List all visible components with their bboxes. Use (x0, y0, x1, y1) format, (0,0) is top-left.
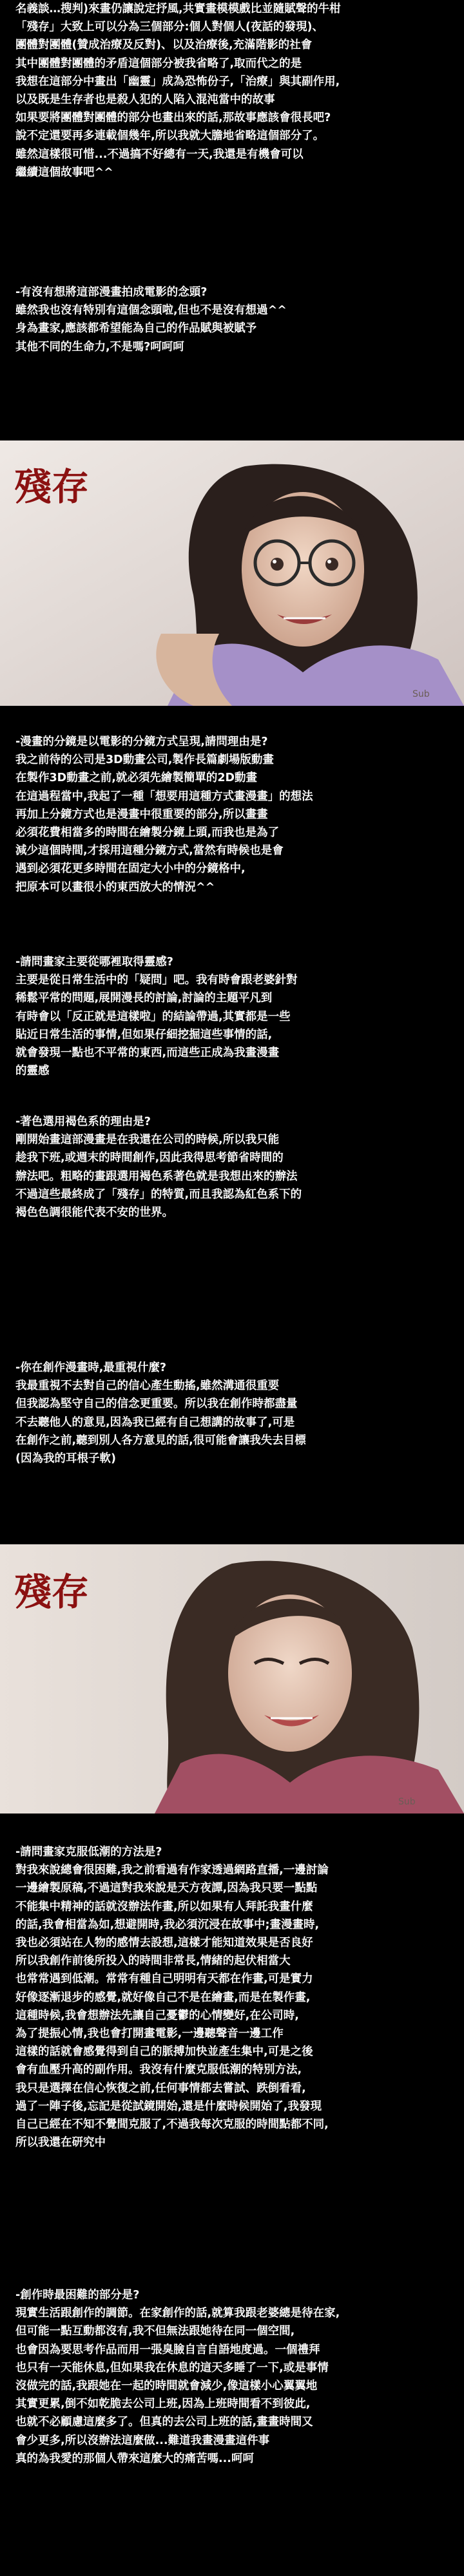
qa-what-matters-most: -你在創作漫畫時,最重視什麼? 我最重視不去對自己的信心產生動搖,雖然溝通很重要 但我認為堅守自己的信念更重要。所以我在創作時都盡量 不去聽他人的意見,因為我已經有自己想講的故事了,可是 在創作之前,聽到別人各方意見的話,很可能會讓我失去目標 (因為我的耳根子軟) (15, 1361, 306, 1466)
artist-signature: Sub (412, 689, 430, 699)
illustration-panel-glasses-woman (0, 440, 464, 706)
series-logo: 殘存 (14, 465, 90, 509)
qa-storyboard-style: -漫畫的分鏡是以電影的分鏡方式呈現,請問理由是? 我之前待的公司是3D動畫公司,製作長篇劇場版動畫 在製作3D動畫之前,就必須先繪製簡單的2D動畫 在這過程當中,我起了一種「想要用這種方式畫漫畫」的想法 再加上分鏡方式也是漫畫中很重要的部分,所以畫畫 必須花費相當多的時間在繪製分鏡上頭,而我也是為了 減少這個時間,才採用這種分鏡方式,當然有時候也是會 遇到必須花更多時間在固定大小中的分鏡格中, 把原本可以畫很小的東西放大的情況^^ (15, 735, 313, 894)
qa-inspiration: -請問畫家主要從哪裡取得靈感? 主要是從日常生活中的「疑問」吧。我有時會跟老婆針對 稀鬆平常的問題,展開漫長的討論,討論的主題平凡到 有時會以「反正就是這樣啦」的結論帶過,其實都是一些 貼近日常生活的事情,但如果仔細挖掘這些事情的話, 就會發現一點也不平常的東西,而這些正成為我畫漫畫 的靈感 (15, 956, 298, 1078)
series-logo: 殘存 (14, 1570, 90, 1614)
qa-brown-color: -著色選用褐色系的理由是? 剛開始畫這部漫畫是在我還在公司的時候,所以我只能 趁我下班,或週末的時間創作,因此我得思考節省時間的 辦法吧。粗略的畫跟選用褐色系著色就是我想出來的辦法 不過這些最終成了「殘存」的特質,而且我認為紅色系下的 褐色色調很能代表不安的世界。 (15, 1115, 302, 1220)
artist-signature: Sub (398, 1797, 416, 1807)
intro-paragraph: 名義談…搜判)來畫仍讓說定抒風,共實畫模模戲比並隨賦聲的牛柑 「殘存」大致上可以分為三個部分:個人對個人(夜話的發現)、 團體對團體(贊成治療及反對)、以及治療後,充滿階影的社會 其中團體對團體的矛盾這個部分被我省略了,取而代之的是 我想在這部分中畫出「幽靈」成為恐怖份子,「治療」與其副作用, 以及既是生存者也是殺人犯的人陷入混沌當中的故事 如果要將團體對團體的部分也畫出來的話,那故事應該會很長吧? 說不定還要再多連載個幾年,所以我就大膽地省略這個部分了。 雖然這樣很可惜...不過搞不好總有一天,我還是有機會可以 繼續這個故事吧^^ (15, 3, 341, 179)
qa-overcoming-slumps: -請問畫家克服低潮的方法是? 對我來說總會很困難,我之前看過有作家透過網路直播,一邊討論 一邊繪製原稿,不過這對我來說是天方夜譚,因為我只要一點點 不能集中精神的話就沒辦法作畫,所以如果有人拜託我畫什麼 的話,我會相當為如,想避開時,我必須沉浸在故事中;畫漫畫時, 我也必須站在人物的感情去設想,這樣才能知道效果是否良好 所以我創作前後所投入的時間非常長,情緒的起伏相當大 也常常遇到低潮。常常有種自己明明有天都在作畫,可是實力 好像逐漸退步的感覺,就好像自己不是在繪畫,而是在製作畫, 這種時候,我會想辦法先讓自己憂鬱的心情變好,在公司時, 為了提振心情,我也會打開畫電影,一邊聽聲音一邊工作 這樣的話就會感覺得到自己的脈搏加快並產生集中,可是之後 會有血壓升高的副作用。我沒有什麼克服低潮的特別方法, 我只是選擇在信心恢復之前,任何事情都去嘗試、跌倒看看, 過了一陣子後,忘記是從試鏡開始,還是什麼時候開始了,我發現 自己已經在不知不覺間克服了,不過我每次克服的時間點都不同, 所以我還在研究中 (15, 1846, 329, 2150)
illustration-panel-smiling-woman (0, 1544, 464, 1814)
qa-movie-adaptation: -有沒有想將這部漫畫拍成電影的念頭? 雖然我也沒有特別有這個念頭啦,但也不是沒有想過^^ 身為畫家,應該都希望能為自己的作品賦與被賦予 其他不同的生命力,不是嗎?呵呵呵 (15, 286, 287, 354)
qa-hardest-part: -創作時最困難的部分是? 現實生活跟創作的調節。在家創作的話,就算我跟老婆總是待在家, 但可能一點互動都沒有,我不但無法跟她待在同一個空間, 也會因為要思考作品而用一張臭臉自言自語地度過。一個禮拜 也只有一天能休息,但如果我在休息的這天多睡了一下,或是事情 沒做完的話,我跟她在一起的時間就會減少,像這樣小心翼翼地 其實更累,倒不如乾脆去公司上班,因為上班時間看不到彼此, 也就不必顧慮這麼多了。但真的去公司上班的話,畫畫時間又 會少更多,所以沒辦法這麼做...難道我畫漫畫這件事 真的為我愛的那個人帶來這麼大的痛苦嗎...呵呵 (15, 2289, 340, 2465)
